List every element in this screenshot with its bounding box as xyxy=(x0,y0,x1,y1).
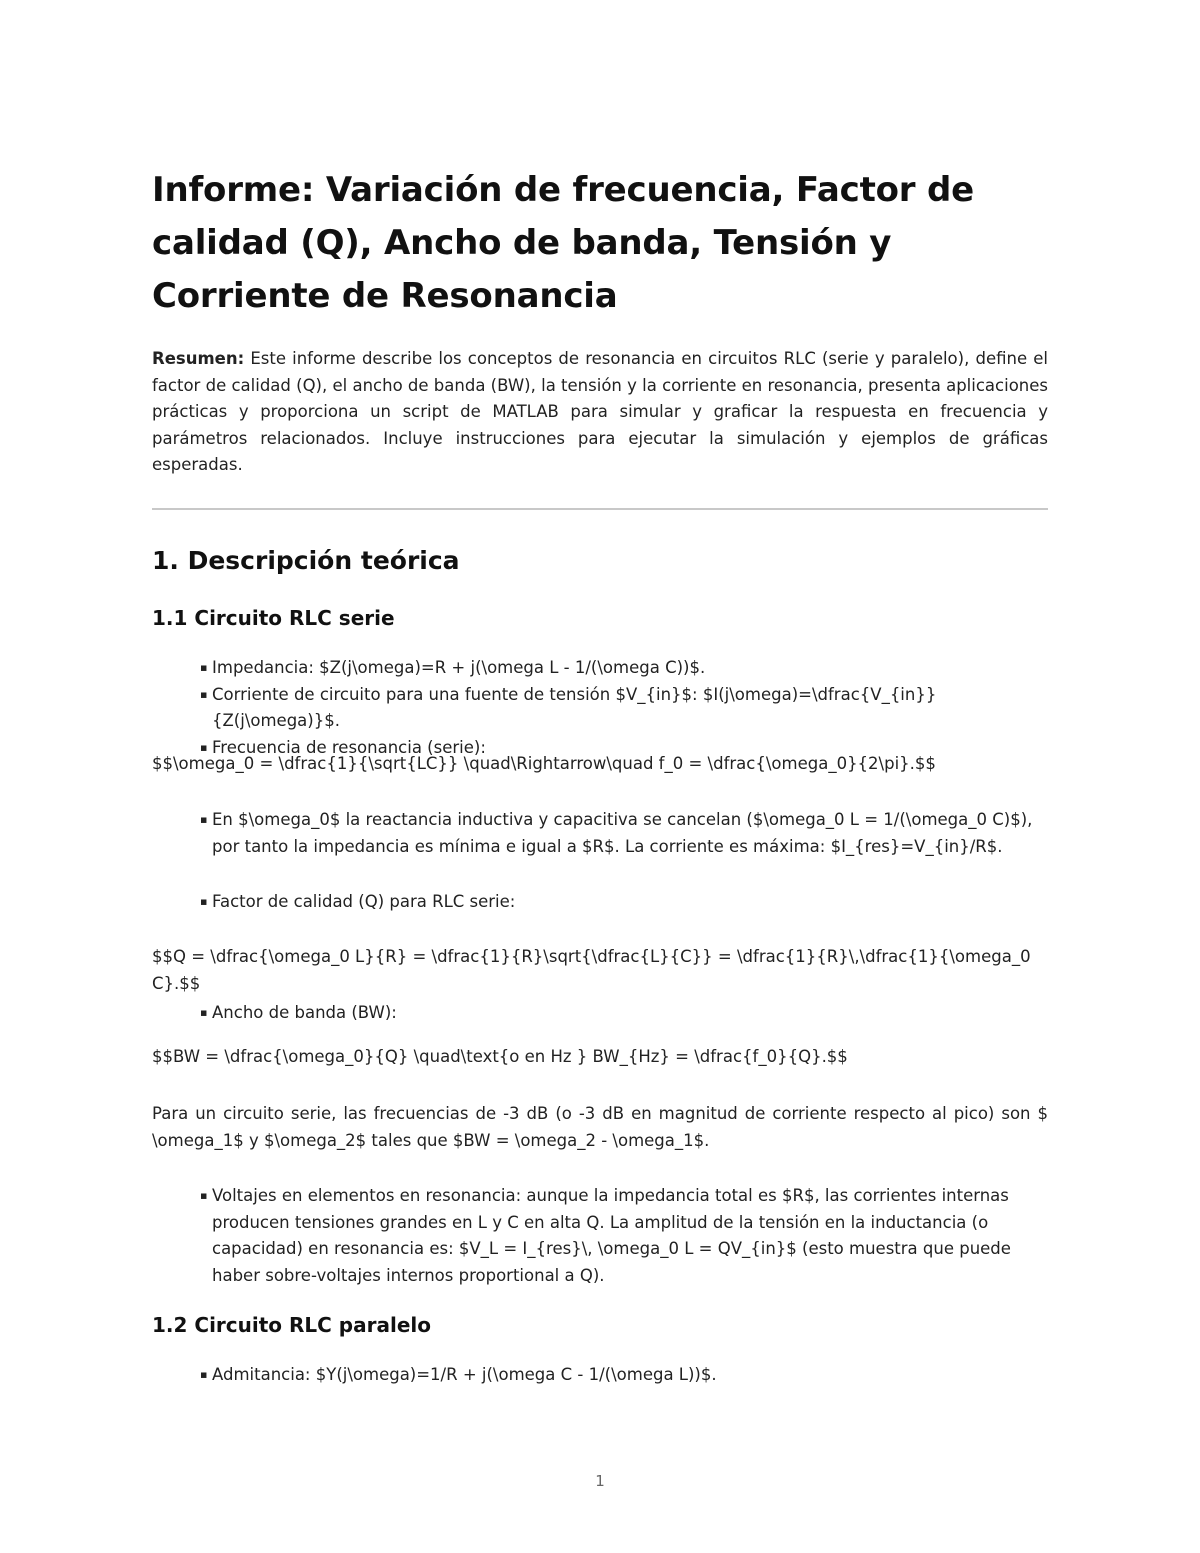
bullet-list-bw xyxy=(200,1000,1050,1027)
bullet-list-series xyxy=(200,655,1050,761)
paragraph-bandwidth: Para un circuito serie, las frecuencias de -3 dB (o -3 dB en magnitud de corriente respecto al pico) son $ \omega_1$ y $\omega_2$ tales que $BW = \omega_2 - \omega_1$. xyxy=(152,1104,1048,1150)
bullet-list-parallel xyxy=(200,1362,1050,1389)
list-item: ▪ Admitancia: $Y(j\omega)=1/R + j(\omega C - 1/(\omega L))$. xyxy=(200,1362,1050,1389)
list-item: ▪ Factor de calidad (Q) para RLC serie: xyxy=(200,889,1050,916)
subsection-heading-1-2: 1.2 Circuito RLC paralelo xyxy=(152,1313,431,1337)
list-item: ▪ Corriente de circuito para una fuente de tensión $V_{in}$: $I(j\omega)=\dfrac{V_{in}}{Z(j\omega)}$. xyxy=(200,682,1050,735)
equation-quality-factor: $$Q = \dfrac{\omega_0 L}{R} = \dfrac{1}{R}\sqrt{\dfrac{L}{C}} = \dfrac{1}{R}\,\dfrac{1}{\omega_0 C}.$$ xyxy=(152,947,1031,993)
list-item: ▪ Ancho de banda (BW): xyxy=(200,1000,1050,1027)
bullet-list-voltages xyxy=(200,1183,1050,1289)
abstract-text: Este informe describe los conceptos de resonancia en circuitos RLC (serie y paralelo), define el factor de calidad (Q), el ancho de banda (BW), la tensión y la corriente en resonancia, presenta aplicaciones prácticas y proporciona un script de MATLAB para simular y graficar la respuesta en frecuencia y parámetros relacionados. Incluye instrucciones para ejecutar la simulación y ejemplos de gráficas esperadas. xyxy=(152,349,1048,474)
page-number: 1 xyxy=(595,1472,605,1490)
abstract-label: Resumen: xyxy=(152,349,245,368)
equation-resonance-frequency: $$\omega_0 = \dfrac{1}{\sqrt{LC}} \quad\Rightarrow\quad f_0 = \dfrac{\omega_0}{2\pi}.$$ xyxy=(152,754,936,773)
horizontal-divider xyxy=(152,508,1048,510)
equation-bandwidth: $$BW = \dfrac{\omega_0}{Q} \quad\text{o en Hz } BW_{Hz} = \dfrac{f_0}{Q}.$$ xyxy=(152,1047,848,1066)
subsection-heading-1-1: 1.1 Circuito RLC serie xyxy=(152,606,395,630)
bullet-list-w0 xyxy=(200,807,1050,860)
document-title: Informe: Variación de frecuencia, Factor de calidad (Q), Ancho de banda, Tensión y Corriente de Resonancia xyxy=(152,170,974,316)
list-item: ▪ Frecuencia de resonancia (serie): xyxy=(200,735,1050,762)
bullet-list-q xyxy=(200,889,1050,916)
list-item: ▪ Impedancia: $Z(j\omega)=R + j(\omega L - 1/(\omega C))$. xyxy=(200,655,1050,682)
section-heading-1: 1. Descripción teórica xyxy=(152,546,460,575)
list-item: ▪ En $\omega_0$ la reactancia inductiva y capacitiva se cancelan ($\omega_0 L = 1/(\omega_0 C)$), por tanto la impedancia es mínima e igual a $R$. La corriente es máxima: $I_{res}=V_{in}/R$. xyxy=(200,807,1050,860)
list-item: ▪ Voltajes en elementos en resonancia: aunque la impedancia total es $R$, las corrientes internas producen tensiones grandes en L y C en alta Q. La amplitud de la tensión en la inductancia (o capacidad) en resonancia es: $V_L = I_{res}\, \omega_0 L = QV_{in}$ (esto muestra que puede haber sobre-voltajes internos proportional a Q). xyxy=(200,1183,1050,1289)
abstract-paragraph xyxy=(152,346,1048,479)
